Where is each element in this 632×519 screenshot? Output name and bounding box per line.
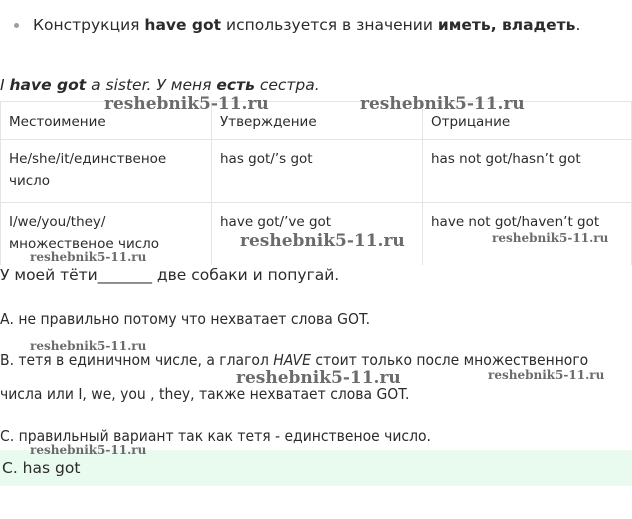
table-cell: He/she/it/единственое число <box>1 140 212 203</box>
option-b-part-1: В. тетя в единичном числе, а глагол <box>0 351 274 369</box>
option-b-line-1 <box>0 351 588 369</box>
answer-text: С. has got <box>2 459 81 477</box>
option-b-have: HAVE <box>273 351 311 369</box>
table-header-cell: Местоимение <box>1 102 212 140</box>
bullet-text-prefix: Конструкция <box>33 16 145 34</box>
option-b-line-2: числа или I, we, you , they, также нехватает слова GOT. <box>0 385 410 403</box>
example-bold-have-got: have got <box>9 76 87 94</box>
option-c: С. правильный вариант так как тетя - единственое число. <box>0 427 431 445</box>
example-part-1: I <box>0 76 10 94</box>
question-text: У моей тёти_______ две собаки и попугай. <box>0 266 340 284</box>
option-b-part-2: стоит только после множественного <box>310 351 589 369</box>
option-a: А. не правильно потому что нехватает слова GOT. <box>0 310 371 328</box>
example-part-3: сестра. <box>254 76 320 94</box>
table-cell: have got/’ve got <box>212 203 423 266</box>
watermark: reshebnik5-11.ru <box>30 250 147 264</box>
bullet-text-middle: используется в значении <box>221 16 438 34</box>
example-part-2: a sister. У меня <box>86 76 217 94</box>
bullet-line <box>33 16 580 34</box>
example-sentence <box>0 76 320 94</box>
table-header-cell: Отрицание <box>423 102 632 140</box>
watermark: reshebnik5-11.ru <box>30 443 147 457</box>
bullet-dot-icon <box>14 23 19 28</box>
table-cell: has not got/hasn’t got <box>423 140 632 203</box>
example-bold-est: есть <box>216 76 255 94</box>
table-header-row <box>1 102 632 140</box>
watermark: reshebnik5-11.ru <box>492 231 609 245</box>
table-header-cell: Утверждение <box>212 102 423 140</box>
watermark: reshebnik5-11.ru <box>240 231 405 251</box>
watermark: reshebnik5-11.ru <box>104 94 269 114</box>
bullet-bold-meaning: иметь, владеть <box>437 16 576 34</box>
bullet-text-suffix: . <box>575 16 581 34</box>
watermark: reshebnik5-11.ru <box>360 94 525 114</box>
table-cell: has got/’s got <box>212 140 423 203</box>
watermark: reshebnik5-11.ru <box>236 368 401 388</box>
watermark: reshebnik5-11.ru <box>30 339 147 353</box>
watermark: reshebnik5-11.ru <box>488 368 605 382</box>
bullet-bold-have-got: have got <box>144 16 222 34</box>
table-cell: I/we/you/they/ множественое число <box>1 203 212 266</box>
table-row <box>1 140 632 203</box>
table-cell: have not got/haven’t got <box>423 203 632 266</box>
